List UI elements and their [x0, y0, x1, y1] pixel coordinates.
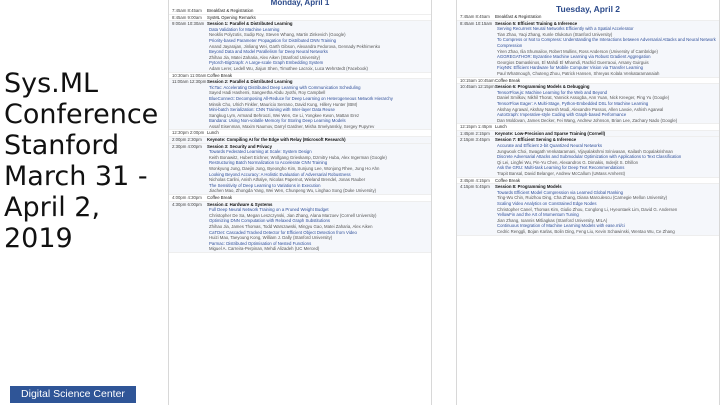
talk-title: Restructuring Batch Normalization to Accelerate CNN Training [209, 160, 328, 166]
time-cell: 9:00am 10:30am [172, 21, 205, 27]
talk-authors: Yiren Zhao, Ilia Shumailov, Robert Mullins, Ross Anderson (University of Cambridge) [497, 48, 658, 54]
event-cell [207, 79, 431, 129]
event-cell [207, 15, 431, 21]
talk-title: AutoGraph: Imperative-style Coding with Graph-based Performance [497, 112, 627, 118]
talk-title: Full Deep Neural Network Training on a Pruned Weight Budget [209, 207, 329, 213]
talk-title: Scaling Video Analytics on Constrained Edge Nodes [497, 201, 597, 206]
talk-title: Ask the GRU: Multi-task Learning for Deep Text Recommendations [497, 165, 625, 171]
talk-authors: Zhihao Jia, Matei Zaharia, Alex Aiken (Stanford University) [209, 54, 321, 60]
talk-authors: Daniel Smilkov, Nikhil Thorat, Yannick Assogba, Ann Yuan, Nick Kreeger, Ping Yu (Google) [497, 95, 670, 101]
talk-item [207, 183, 428, 194]
event-title: Coffee Break [207, 195, 233, 200]
time-cell: 4:30pm 6:00pm [172, 201, 202, 207]
talk-item [207, 49, 428, 60]
schedule-row [169, 21, 431, 72]
schedule-row [457, 84, 719, 124]
talk-title: Priority-based Parameter Propagation for Distributed DNN Training [209, 37, 337, 43]
talk-item [207, 85, 428, 96]
time-cell: 12:30pm 2:00pm [172, 130, 205, 136]
time-cell: 7:45am 8:45am [460, 14, 490, 19]
event-cell [495, 178, 719, 184]
event-cell [207, 202, 431, 252]
program-page-tuesday [456, 0, 720, 405]
talk-item [207, 107, 428, 118]
title-line: Stanford [4, 130, 120, 161]
talk-item [207, 172, 428, 183]
talk-authors: Anand Jayarajan, Jinliang Wei, Garth Gibson, Alexandra Fedorova, Gennady Pekhimenko [209, 43, 381, 49]
event-title: Coffee Break [207, 72, 233, 78]
talk-authors: Nicholas Carlini, Anish Athalye, Nicolas Papernot, Wieland Brendel, Jonas Rauber [209, 177, 366, 183]
talk-item [495, 165, 716, 176]
schedule-row [457, 178, 719, 185]
talk-title: Bandana: Using Non-volatile Memory for Storing Deep Learning Models [209, 118, 346, 124]
time-cell: 8:45am 9:00am [172, 14, 202, 20]
talk-authors: Jungwook Choi, Swagath Venkataramani, Vijayalakshmi Srinivasan, Kailash Gopalakrishnan [497, 148, 673, 154]
event-title: Coffee Break [495, 177, 521, 183]
talk-title: Accurate and Efficient 2-bit Quantized Neural Networks [497, 143, 603, 149]
talk-item [495, 190, 716, 201]
title-line: 2019 [4, 223, 73, 254]
title-line: Conference [4, 99, 159, 130]
event-title: Session 8: Programming Models [495, 184, 562, 190]
event-cell [495, 131, 719, 137]
day-heading: Monday, April 1 [270, 0, 330, 7]
event-cell [495, 14, 719, 20]
event-cell [495, 137, 719, 176]
talk-authors: Miguel A. Carreira-Perpinan, Mehdi Alizadeh (UC Merced) [209, 246, 320, 252]
schedule-table [169, 8, 431, 253]
event-title: Breakfast & Registration [495, 14, 542, 19]
event-cell [207, 144, 431, 194]
talk-authors: Ting-Wu Chin, Ruizhou Ding, Cha Zhang, Diana Marculescu (Carnegie Mellon University) [497, 195, 668, 201]
event-cell [207, 21, 431, 71]
talk-item [495, 54, 716, 65]
talk-item [207, 149, 428, 160]
schedule-row [169, 202, 431, 253]
event-title: Session 4: Hardware & Systems [207, 201, 273, 207]
event-title: Keynote: Compiling AI for the Edge with Relay (Microsoft Research) [207, 137, 346, 143]
talk-authors: Sayed Hadi Hashemi, Sangeetha Abdu Jyothi, Roy Campbell [209, 90, 326, 96]
talk-authors: Akshay Agrawal, Akshay Naresh Modi, Alexandre Passos, Allen Lavoie, Ashish Agarwal [497, 106, 664, 112]
schedule-row [169, 79, 431, 130]
talk-title: Serving Recurrent Neural Networks Efficiently with a Spatial Accelerator [497, 26, 634, 32]
talk-authors: Sangkug Lym, Armand Behroozi, Wei Wen, Ge Li, Yongkee Kwon, Mattan Erez [209, 112, 360, 118]
event-title: SysML Opening Remarks [207, 14, 256, 20]
event-cell [495, 124, 719, 130]
event-cell [207, 195, 431, 201]
talk-title: TensorFlow Eager: A Multi-Stage, Python-Embedded DSL for Machine Learning [497, 100, 649, 106]
schedule-row [457, 124, 719, 131]
talk-authors: Jian Zhang, Ioannis Mitliagkas (Stanford University, MILA) [497, 217, 608, 223]
title-line: March 31 - [4, 161, 148, 192]
talk-item [495, 201, 716, 212]
schedule-row [457, 14, 719, 21]
talk-title: To Compress or Not to Compress: Understanding the Interactions between Adversarial Attacks and Neural Network Compression [497, 37, 716, 48]
time-cell: 2:30pm 4:00pm [172, 143, 202, 149]
talk-title: TicTac: Accelerating Distributed Deep Learning with Communication Scheduling [209, 84, 361, 90]
title-line: April 2, [4, 192, 101, 223]
talk-item [207, 27, 428, 38]
talk-authors: Keith Bonawitz, Hubert Eichner, Wolfgang Grieskamp, Dzmitry Huba, Alex Ingerman (Google) [209, 154, 387, 160]
talk-title: Towards Efficient Model Compression via Learned Global Ranking [497, 189, 624, 195]
talk-title: Looking Beyond Accuracy: A Holistic Evaluation of Adversarial Robustness [209, 171, 351, 177]
time-cell: 1:45pm 2:15pm [460, 130, 490, 136]
event-cell [207, 73, 431, 79]
talk-authors: Assaf Eisenman, Maxim Naumov, Darryl Gardner, Misha Smelyanskiy, Sergey Pupyrev [209, 123, 375, 129]
event-title: Keynote: Low-Precision and Sparse Training (Cornell) [495, 130, 606, 136]
talk-item [207, 118, 428, 129]
schedule-row [457, 137, 719, 177]
talk-item [495, 26, 716, 37]
talk-item [207, 241, 428, 252]
talk-authors: Zhihao Jia, James Thomas, Todd Warszawski, Mingyu Gao, Matei Zaharia, Alex Aiken [209, 223, 373, 229]
talk-title: CaTDet: Cascaded Tracked Detector for Efficient Object Detection from Video [209, 229, 357, 235]
schedule-row [457, 184, 719, 235]
event-title: Session 5: Efficient Training & Inference [495, 20, 578, 26]
event-cell [207, 137, 431, 143]
event-title: Coffee Break [495, 77, 521, 83]
event-title: Breakfast & Registration [207, 8, 254, 13]
event-cell [207, 8, 431, 14]
talk-item [207, 218, 428, 229]
time-cell: 3:45pm 4:15pm [460, 177, 490, 183]
talk-title: Beyond Data and Model Parallelism for Deep Neural Networks [209, 49, 328, 55]
talk-title: Continuous Integration of Machine Learning Models with ease.ml/ci [497, 223, 625, 229]
time-cell: 4:00pm 4:30pm [172, 195, 202, 200]
schedule-row [169, 137, 431, 144]
program-page-monday [168, 0, 432, 405]
talk-authors: Cedric Renggli, Bojan Karlas, Bolin Ding, Feng Liu, Kevin Schawinski, Wentao Wu, Ce Zhang [497, 228, 675, 234]
talk-item [207, 207, 428, 218]
event-cell [495, 21, 719, 77]
time-cell: 10:45am 12:15pm [460, 84, 495, 90]
talk-item [207, 60, 428, 71]
talk-authors: Minsik Cho, Ulrich Finkler, Mauricio Serrano, David Kung, Hillery Hunter (IBM) [209, 101, 358, 107]
talk-title: The Sensitivity of Deep Learning to Variations in Execution [209, 182, 321, 188]
talk-authors: Georgios Damaskinos, El Mahdi El Mhamdi, Rachid Guerraoui, Arsany Guirguis [497, 59, 649, 65]
talk-item [495, 112, 716, 123]
talk-authors: Paul Whatmough, Chuteng Zhou, Patrick Hansen, Shreyas Kolala Venkataramanaiah [497, 70, 660, 76]
schedule-row [169, 15, 431, 22]
time-cell: 4:15pm 5:45pm [460, 184, 490, 190]
event-title: Session 7: Efficient Serving & Inference [495, 137, 577, 143]
title-line: Sys.ML [4, 68, 99, 99]
talk-authors: Christopher De Sa, Megan Leszczynski, Jian Zhang, Alana Marzoev (Cornell University) [209, 212, 377, 218]
talk-title: FixyNN: Efficient Hardware for Mobile Computer Vision via Transfer Learning [497, 65, 643, 71]
talk-item [495, 223, 716, 234]
event-cell [495, 184, 719, 234]
event-cell [207, 130, 431, 136]
time-cell: 2:15pm 3:45pm [460, 137, 490, 143]
talk-authors: Tian Zhao, Yaqi Zhang, Kunle Olukotun (Stanford University) [497, 31, 613, 37]
schedule-row [457, 21, 719, 78]
event-cell [495, 78, 719, 84]
talk-title: YellowFin and the Art of Momentum Tuning [497, 212, 579, 218]
talk-item [495, 212, 716, 223]
time-cell: 12:15pm 1:45pm [460, 124, 493, 130]
talk-title: Mini-batch Serialization: CNN Training with Inter-layer Data Reuse [209, 107, 335, 113]
talk-item [207, 160, 428, 171]
talk-authors: Adam Lerer, Ledell Wu, Jiajun Shen, Timothee Lacroix, Luca Wehrstedt (Facebook) [209, 65, 368, 71]
talk-item [495, 65, 716, 76]
talk-authors: Trapit Bansal, David Belanger, Andrew McCallum (UMass Amherst) [497, 171, 626, 177]
talk-title: Pytorch-BigGraph: A Large-scale Graph Embedding System [209, 60, 324, 66]
day-heading: Tuesday, April 2 [555, 4, 621, 14]
talk-authors: Wonkyung Jung, Daejin Jung, Byeongho Kim, Sunjung Lee, Wonjong Rhee, Jung Ho Ahn [209, 166, 380, 172]
talk-title: AGGREGATHOR: Byzantine Machine Learning via Robust Gradient Aggregation [497, 54, 651, 60]
time-cell: 2:00pm 2:30pm [172, 137, 202, 143]
talk-title: Parmac: Distributed Optimisation of Nested Functions [209, 240, 312, 246]
time-cell: 8:45am 10:15am [460, 20, 493, 26]
schedule-row [169, 8, 431, 15]
time-cell: 10:30am 11:00am [172, 72, 207, 78]
event-title: Session 1: Parallel & Distributed Learning [207, 21, 293, 27]
event-title: Lunch [207, 130, 219, 136]
talk-title: BlueConnect: Decomposing All-Reduce for Deep Learning on Heterogeneous Network Hierarchy [209, 95, 393, 101]
time-cell: 10:15am 10:45am [460, 77, 495, 83]
talk-title: Towards Federated Learning at Scale: System Design [209, 149, 312, 155]
talk-item [207, 96, 428, 107]
talk-item [495, 90, 716, 101]
event-title: Session 6: Programming Models & Debugging [495, 84, 590, 90]
schedule-row [169, 195, 431, 202]
schedule-row [169, 144, 431, 195]
schedule-row [457, 78, 719, 85]
schedule-row [169, 130, 431, 137]
event-title: Session 3: Security and Privacy [207, 143, 272, 149]
talk-authors: Christopher Canel, Thomas Kim, Giulio Zhou, Conglong Li, Hyeontaek Lim, David G. Andersen [497, 206, 678, 212]
time-cell: 11:00am 12:30pm [172, 79, 207, 85]
event-title: Session 2: Parallel & Distributed Learning [207, 79, 293, 85]
talk-item [207, 38, 428, 49]
talk-item [207, 230, 428, 241]
talk-title: Optimizing DNN Computation with Relaxed Graph Substitutions [209, 218, 331, 224]
event-title: Lunch [495, 124, 507, 130]
talk-title: Discrete Adversarial Attacks and Submodular Optimization with Applications to Text Classification [497, 154, 682, 160]
talk-item [495, 101, 716, 112]
slide-title [4, 68, 164, 254]
schedule-row [169, 73, 431, 80]
talk-authors: Dan Moldovan, James Decker, Fei Wang, Andrew Johnson, Brian Lee, Zachary Nado (Google) [497, 117, 678, 123]
schedule-row [457, 131, 719, 138]
event-cell [495, 84, 719, 123]
talk-title: Data Validation for Machine Learning [209, 26, 280, 32]
talk-item [495, 154, 716, 165]
talk-authors: Qi Lei, Lingfei Wu, Pin-Yu Chen, Alexandros G. Dimakis, Inderjit S. Dhillon [497, 159, 639, 165]
footer-badge: Digital Science Center [10, 386, 136, 403]
talk-item [495, 143, 716, 154]
talk-authors: Huizi Mao, Taeyoung Kong, William J. Dally (Stanford University) [209, 235, 333, 241]
time-cell: 7:45am 8:45am [172, 8, 202, 13]
talk-authors: Jiachen Mao, Zhongda Yang, Wei Wen, Chunpeng Wu, Linghao Song (Duke University) [209, 188, 377, 194]
talk-title: TensorFlow.js: Machine Learning for the Web and Beyond [497, 89, 608, 95]
schedule-table [457, 14, 719, 236]
talk-item [495, 37, 716, 54]
talk-authors: Neoklis Polyzotis, Sudip Roy, Steven Whang, Martin Zinkevich (Google) [209, 32, 346, 38]
